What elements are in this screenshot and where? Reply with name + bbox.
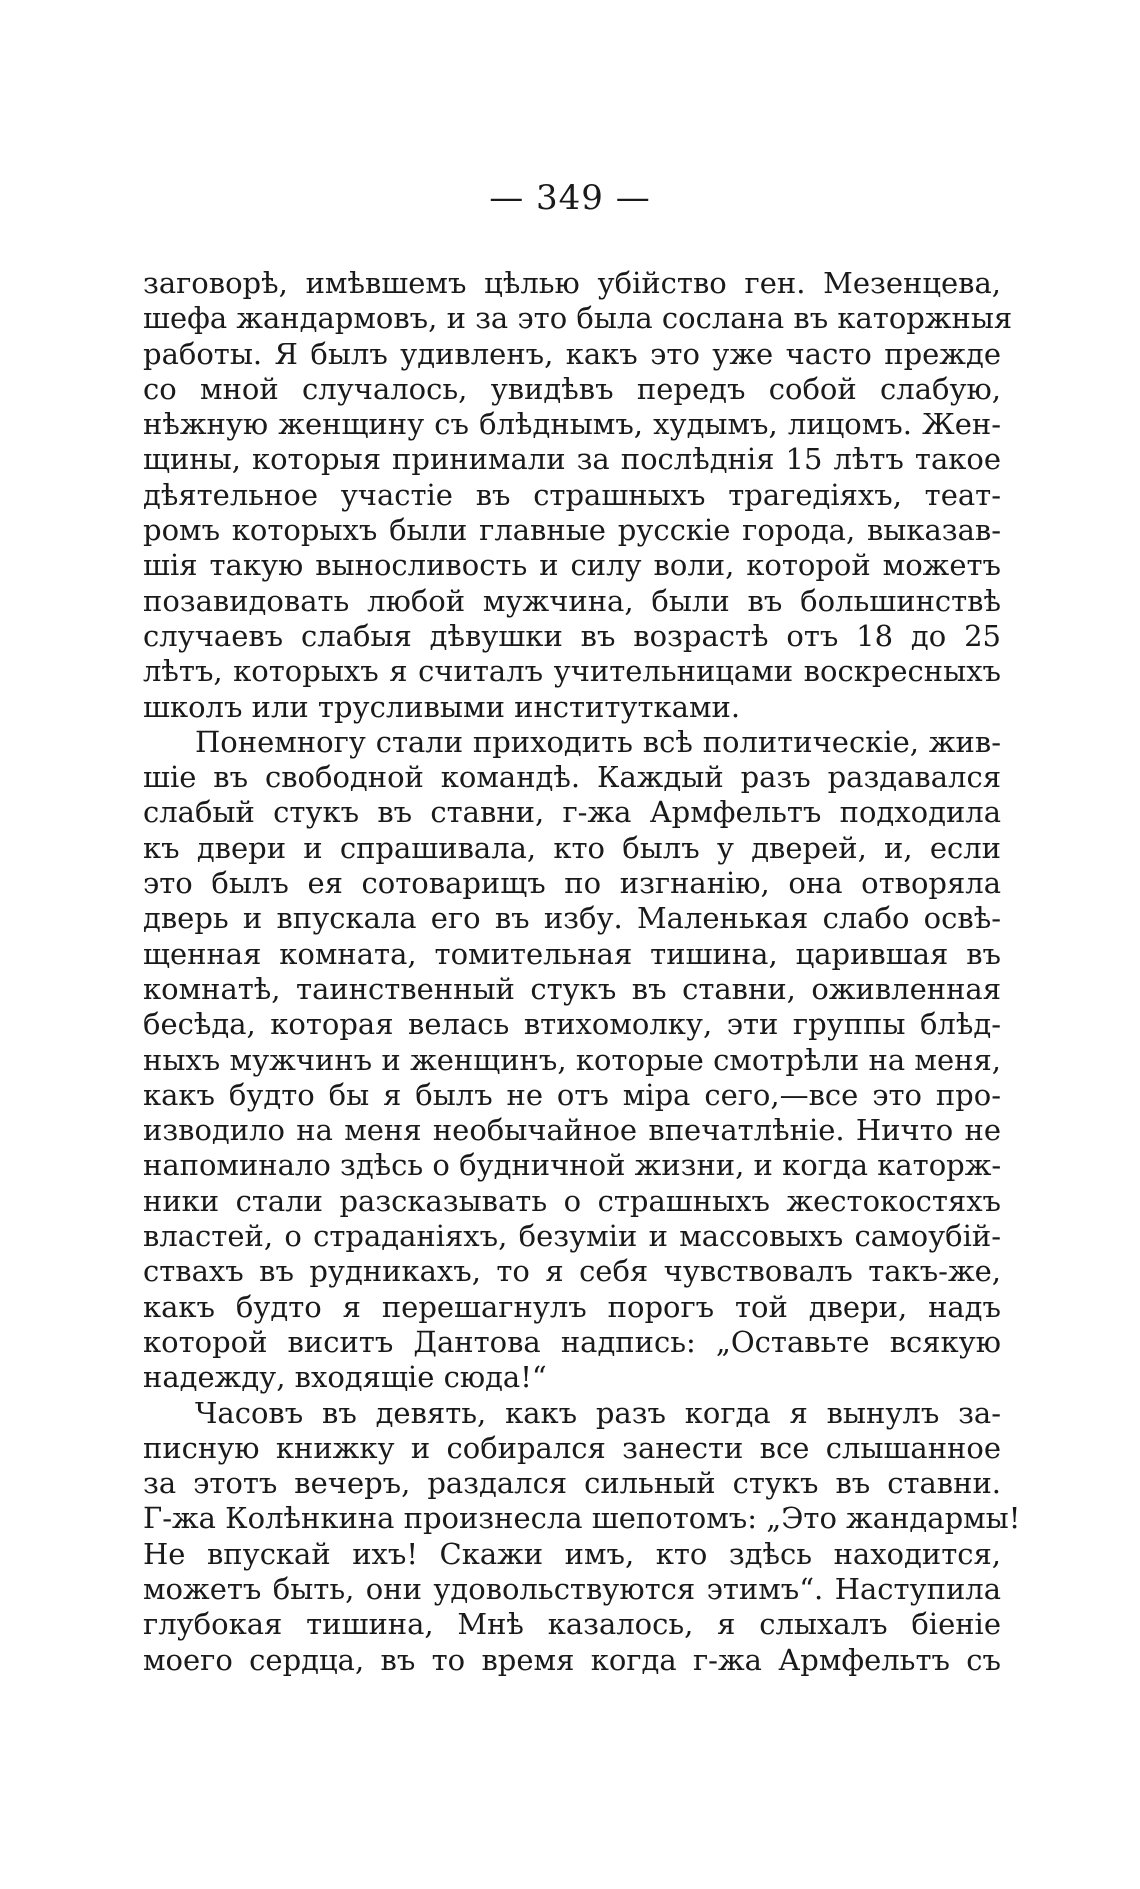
body-text: [143, 266, 1021, 1678]
text-line: дѣятельное участіе въ страшныхъ трагедіяхъ, теат-: [143, 477, 1001, 512]
text-line: за этотъ вечеръ, раздался сильный стукъ въ ставни.: [143, 1466, 1001, 1501]
text-line: со мной случалось, увидѣвъ передъ собой слабую,: [143, 371, 1001, 406]
text-line: напоминало здѣсь о будничной жизни, и когда каторж-: [143, 1148, 1002, 1183]
text-line: какъ будто бы я былъ не отъ міра сего,—все это про-: [143, 1077, 1001, 1112]
text-line: лѣтъ, которыхъ я считалъ учительницами воскресныхъ: [143, 654, 1001, 689]
text-line: къ двери и спрашивала, кто былъ у дверей, и, если: [143, 830, 1001, 865]
text-line: щенная комната, томительная тишина, царившая въ: [143, 936, 1001, 971]
text-line: шефа жандармовъ, и за это была сослана въ каторжныя: [143, 301, 1013, 336]
text-line: случаевъ слабыя дѣвушки въ возрастѣ отъ 18 до 25: [143, 618, 1001, 653]
text-line: комнатѣ, таинственный стукъ въ ставни, оживленная: [143, 971, 1001, 1006]
text-line: бесѣда, которая велась втихомолку, эти группы блѣд-: [143, 1007, 1001, 1042]
text-line: ромъ которыхъ были главные русскіе города, выказав-: [143, 513, 1001, 548]
text-line: Не впускай ихъ! Скажи имъ, кто здѣсь находится,: [143, 1536, 1001, 1571]
text-line: щины, которыя принимали за послѣднія 15 лѣтъ такое: [143, 442, 1001, 477]
text-line: которой виситъ Дантова надпись: „Оставьте всякую: [143, 1324, 1001, 1359]
text-line: школъ или трусливыми институтками.: [143, 689, 741, 724]
text-line: это былъ ея сотоварищъ по изгнанію, она отворяла: [143, 866, 1001, 901]
text-line: моего сердца, въ то время когда г-жа Армфельтъ съ: [143, 1642, 1001, 1677]
text-line: ники стали разсказывать о страшныхъ жестокостяхъ: [143, 1183, 1001, 1218]
text-line: глубокая тишина, Мнѣ казалось, я слыхалъ біеніе: [143, 1607, 1001, 1642]
text-line: позавидовать любой мужчина, были въ большинствѣ: [143, 583, 1001, 618]
text-line: ныхъ мужчинъ и женщинъ, которые смотрѣли на меня,: [143, 1042, 1001, 1077]
text-line: Г-жа Колѣнкина произнесла шепотомъ: „Это жандармы!: [143, 1501, 1021, 1536]
text-line: шіе въ свободной командѣ. Каждый разъ раздавался: [143, 760, 1001, 795]
text-line: слабый стукъ въ ставни, г-жа Армфельтъ подходила: [143, 795, 1001, 830]
text-line: можетъ быть, они удовольствуются этимъ“. Наступила: [143, 1571, 1001, 1606]
text-line: писную книжку и собирался занести все слышанное: [143, 1430, 1001, 1465]
text-line: дверь и впускала его въ избу. Маленькая слабо освѣ-: [143, 901, 1001, 936]
text-line: работы. Я былъ удивленъ, какъ это уже часто прежде: [143, 336, 1001, 371]
text-line: надежду, входящіе сюда!“: [143, 1360, 547, 1395]
text-line: властей, о страданіяхъ, безуміи и массовыхъ самоубій-: [143, 1219, 1001, 1254]
text-line: шія такую выносливость и силу воли, которой можетъ: [143, 548, 1001, 583]
paragraph-start-line: Понемногу стали приходить всѣ политическіе, жив-: [195, 724, 1001, 759]
paragraph-start-line: Часовъ въ девять, какъ разъ когда я вынулъ за-: [195, 1395, 1001, 1430]
text-line: изводило на меня необычайное впечатлѣніе. Ничто не: [143, 1113, 1001, 1148]
text-line: нѣжную женщину съ блѣднымъ, худымъ, лицомъ. Жен-: [143, 407, 1001, 442]
text-line: ствахъ въ рудникахъ, то я себя чувствовалъ такъ-же,: [143, 1254, 1001, 1289]
text-line: какъ будто я перешагнулъ порогъ той двери, надъ: [143, 1289, 1001, 1324]
page-number: — 349 —: [489, 178, 651, 218]
text-line: заговорѣ, имѣвшемъ цѣлью убійство ген. Мезенцева,: [143, 266, 1001, 300]
